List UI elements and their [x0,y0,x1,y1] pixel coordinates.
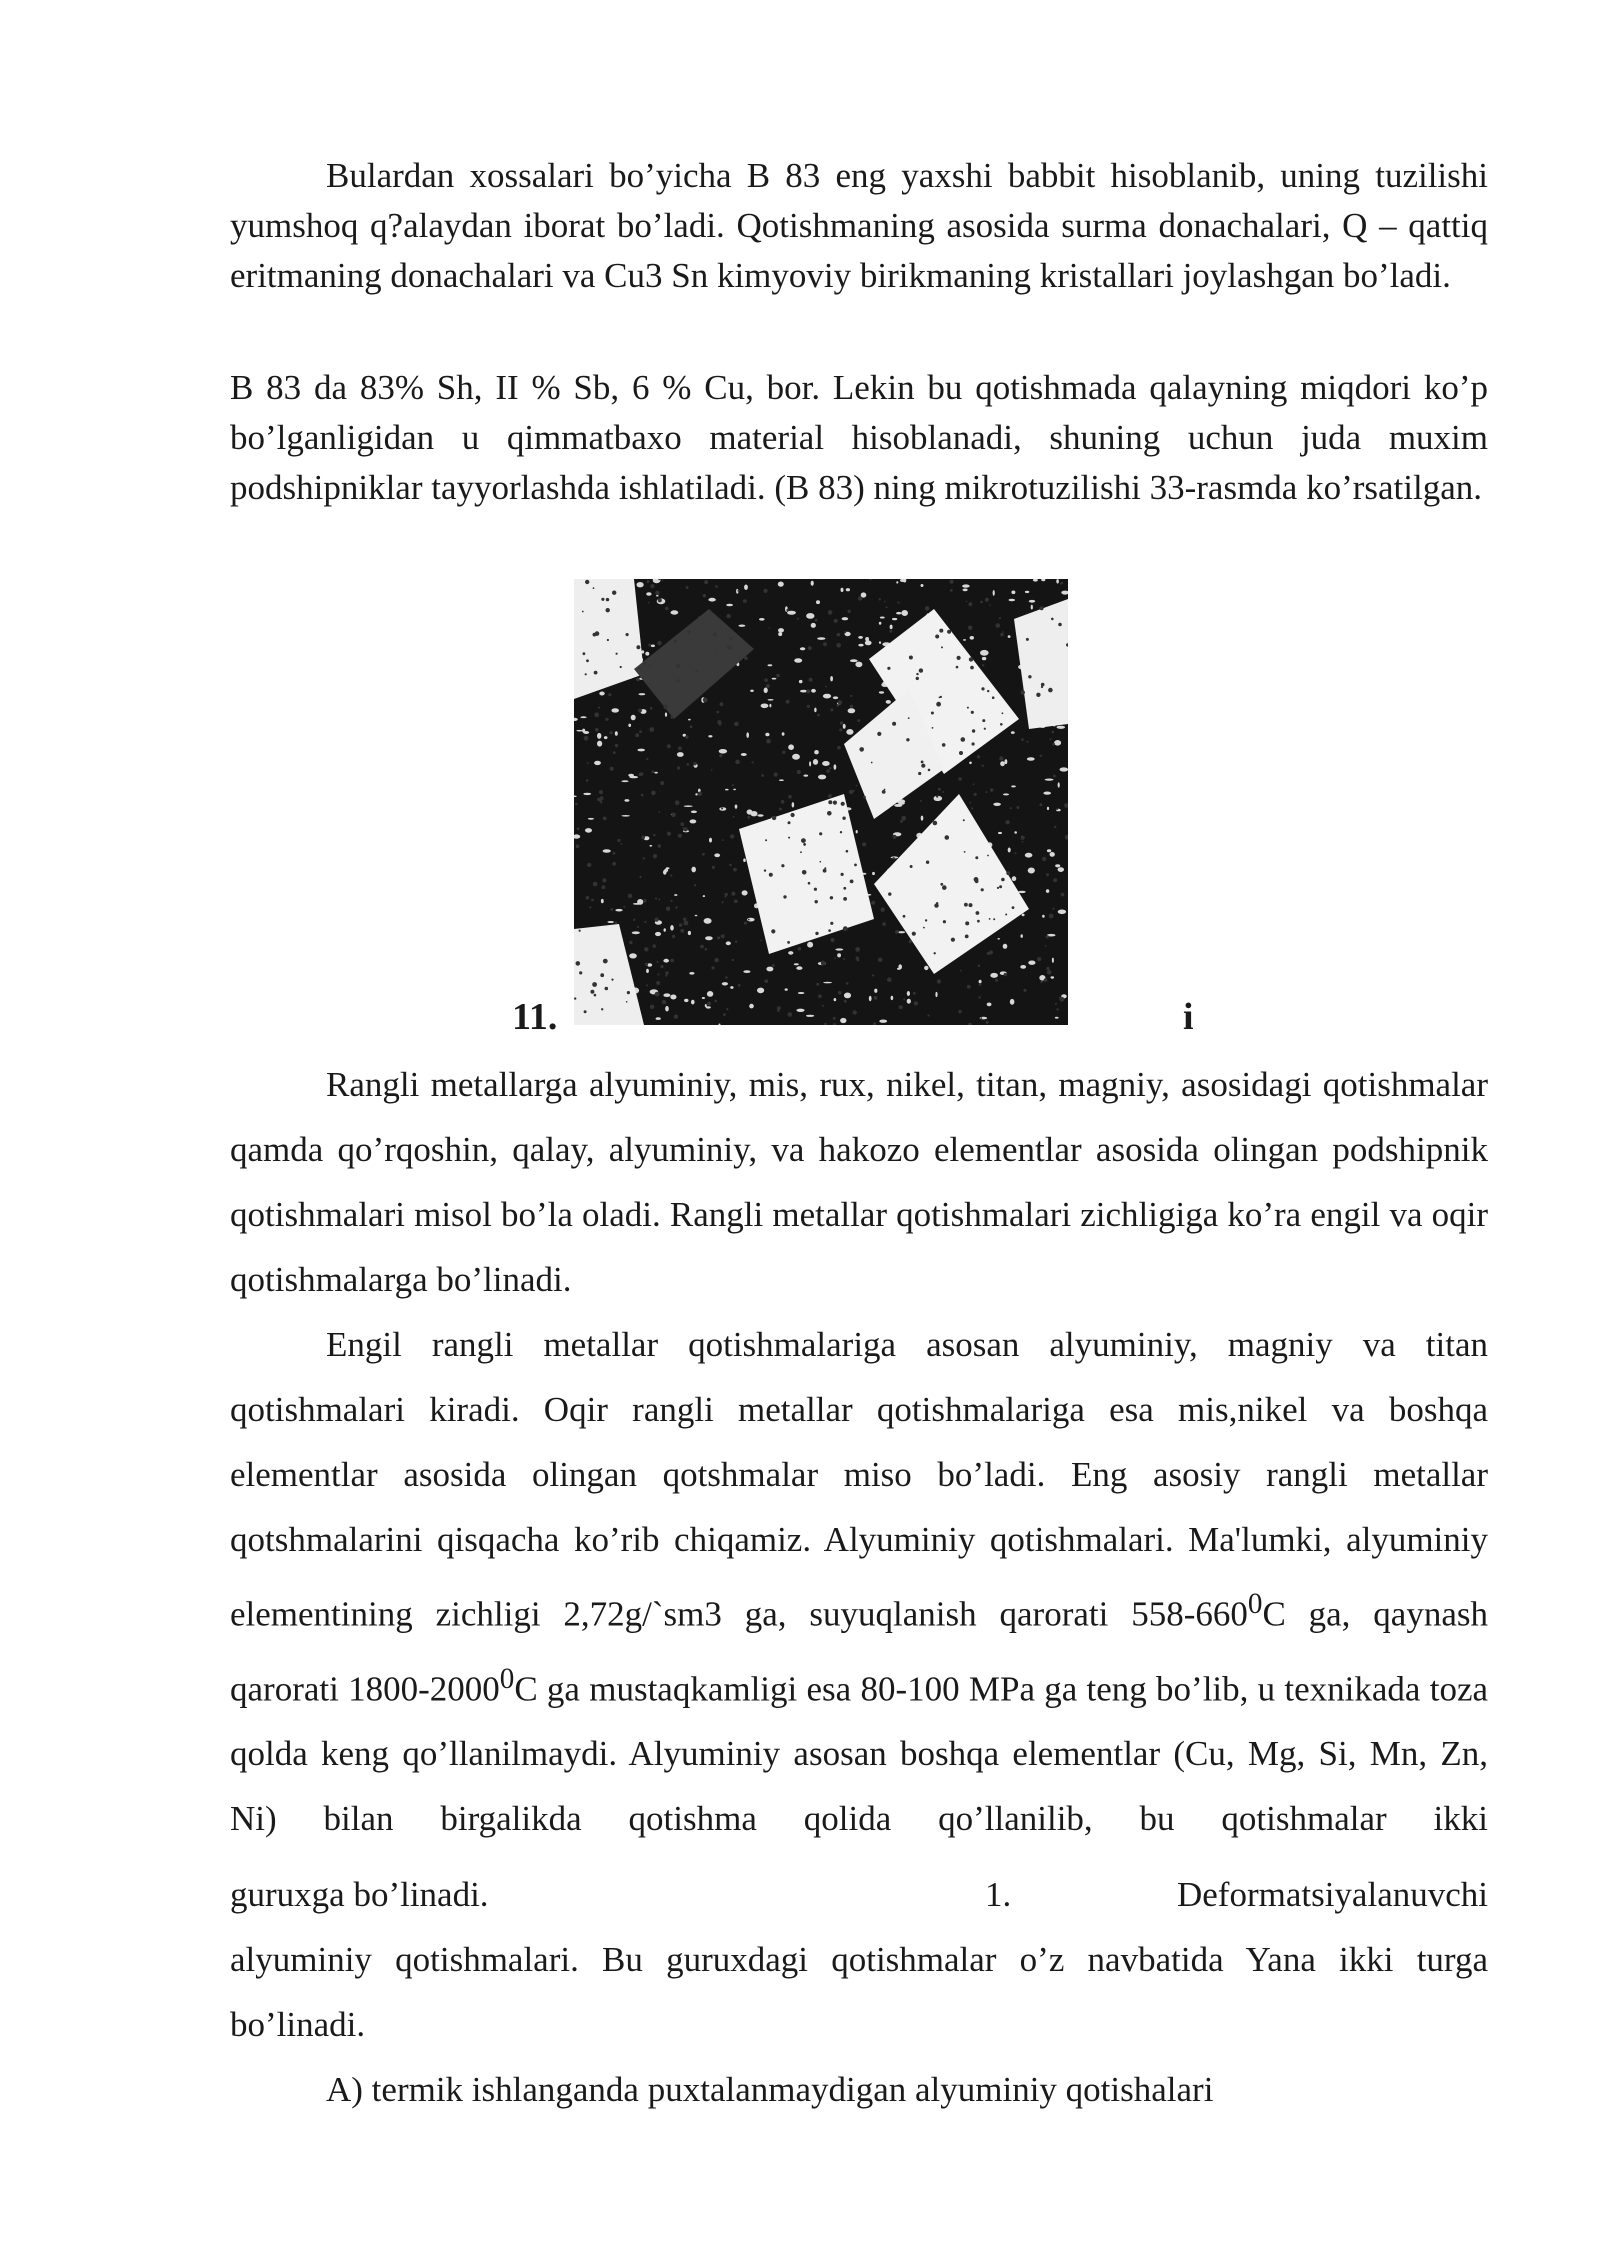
paragraph-babbit-structure: Bulardan xossalari bo’yicha B 83 eng yaxshi babbit hisoblanib, uning tuzilishi yumshoq q?alaydan iborat bo’ladi. Qotishmaning asosida surma donachalari, Q – qattiq eritmaning donachalari va Cu3 Sn kimyoviy birikmaning kristallari joylashgan bo’ladi. [230,156,1488,295]
list-number: 1. [985,1875,1012,1914]
paragraph-light-alloys [230,1312,1488,1851]
paragraph-light-alloys-part1: Engil rangli metallar qotishmalariga asosan alyuminiy, magniy va titan qotishmalari kiradi. Oqir rangli metallar qotishmalariga esa mis,nikel va boshqa elementlar asosida olingan qotshmalar miso bo’ladi. Eng asosiy rangli metallar qotshmalarini qisqacha ko’rib chiqamiz. Alyuminiy qotishmalari. Ma'lumki, alyuminiy elementining zichligi 2,72g/`sm3 ga, suyuqlanish qarorati 558-660 [230,1325,1488,1634]
paragraph-light-alloys-part3: C ga mustaqkamligi esa 80-100 MPa ga teng bo’lib, u texnikada toza qolda keng qo’llanilmaydi. Alyuminiy asosan boshqa elementlar (Cu, Mg, Si, Mn, Zn, Ni) bilan birgalikda qotishma qolida qo’llanilib, bu qotishmalar ikki [230,1669,1489,1839]
degree-superscript: 0 [499,1662,515,1695]
figure-caption-end: i [1183,996,1194,1038]
paragraph-non-ferrous-metals: Rangli metallarga alyuminiy, mis, rux, nikel, titan, magniy, asosidagi qotishmalar qamda qo’rqoshin, qalay, alyuminiy, va hakozo elementlar asosida olingan podshipnik qotishmalari misol bo’la oladi. Rangli metallar qotishmalari zichligiga ko’ra engil va oqir qotishmalarga bo’linadi. [230,1065,1488,1299]
figure-caption-number: 11. [512,996,558,1038]
paragraph-b83-composition: B 83 da 83% Sh, II % Sb, 6 % Cu, bor. Lekin bu qotishmada qalayning miqdori ko’p bo’lganligidan u qimmatbaxo material hisoblanadi, shuning uchun juda muxim podshipniklar tayyorlashda ishlatiladi. (B 83) ning mikrotuzilishi 33-rasmda ko’rsatilgan. [230,368,1488,507]
paragraph-item-a: A) termik ishlanganda puxtalanmaydigan alyuminiy qotishalari [326,2070,1214,2109]
list-start-row [230,1862,1488,1927]
degree-superscript: 0 [1247,1588,1263,1620]
row-left-text: guruxga bo’linadi. [230,1875,489,1914]
paragraph-deformable-alloys: alyuminiy qotishmalari. Bu guruxdagi qotishmalar o’z navbatida Yana ikki turga bo’linadi. [230,1940,1488,2044]
paragraph-light-alloys-part2: C ga, qaynash qarorati 1800-2000 [230,1594,1488,1709]
microstructure-image [574,579,1068,1025]
row-right-text: Deformatsiyalanuvchi [1176,1875,1488,1914]
microstructure-figure [574,579,1068,1025]
